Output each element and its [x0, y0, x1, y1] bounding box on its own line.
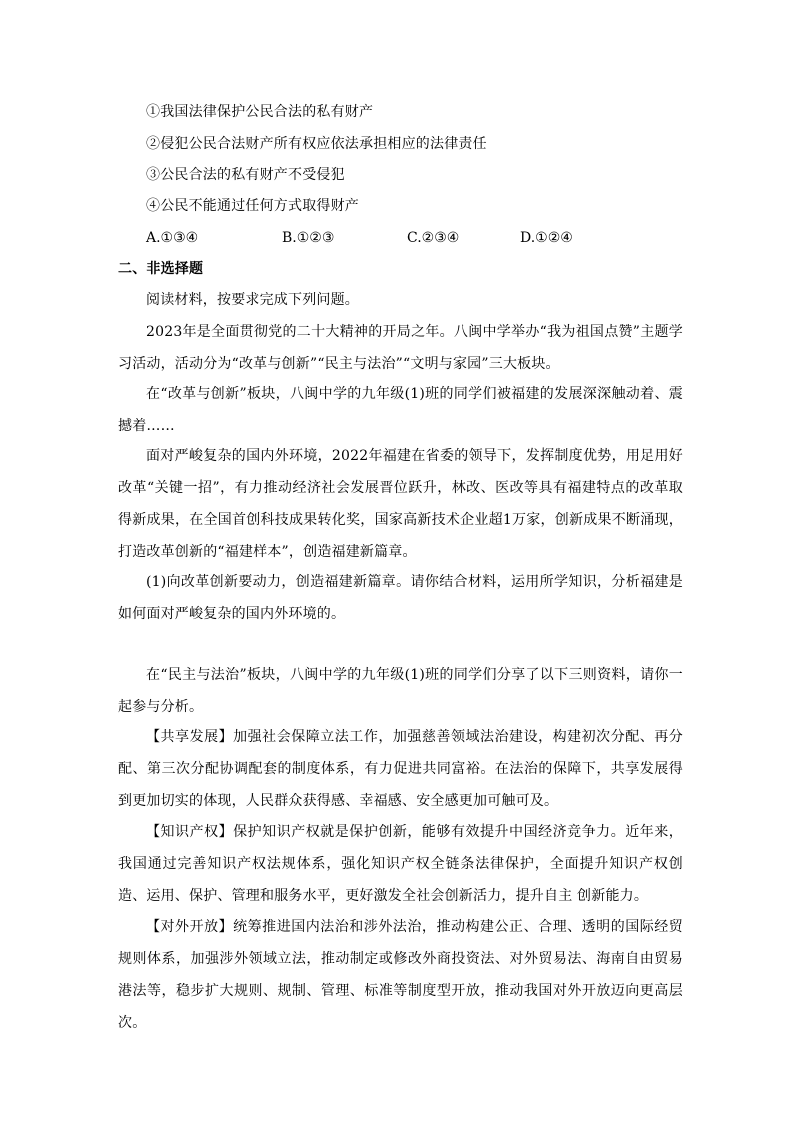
section-title: 二、非选择题 — [118, 261, 204, 277]
block2-intro: 在“民主与法治”板块，八闽中学的九年级(1)班的同学们分享了以下三则资料，请你一起参与分析。 — [118, 667, 683, 715]
material-intellectual-property: 【知识产权】保护知识产权就是保护创新，能够有效提升中国经济竞争力。近年来，我国通过完善知识产权法规体系，强化知识产权全链条法律保护，全面提升知识产权创造、运用、保护、管理和服务水平，更好激发全社会创新活力，提升自主 创新能力。 — [118, 824, 683, 904]
block1-intro: 在“改革与创新”板块，八闽中学的九年级(1)班的同学们被福建的发展深深触动着、震撼着…… — [118, 386, 683, 434]
block1-material: 面对严峻复杂的国内外环境，2022年福建在省委的领导下，发挥制度优势，用足用好改革“关键一招”，有力推动经济社会发展晋位跃升，林改、医改等具有福建特点的改革取得新成果，在全国首创科技成果转化奖，国家高新技术企业超1万家，创新成果不断涌现，打造改革创新的“福建样本”，创造福建新篇章。 — [118, 448, 683, 560]
option-b: B.①②③ — [282, 230, 335, 246]
option-a: A.①③④ — [146, 230, 199, 246]
intro-paragraph: 2023年是全面贯彻党的二十大精神的开局之年。八闽中学举办“我为祖国点赞”主题学习活动，活动分为“改革与创新”“民主与法治”“文明与家园”三大板块。 — [118, 324, 683, 372]
material-opening-up: 【对外开放】统筹推进国内法治和涉外法治，推动构建公正、合理、透明的国际经贸规则体系，加强涉外领域立法，推动制定或修改外商投资法、对外贸易法、海南自由贸易港法等，稳步扩大规则、规制、管理、标准等制度型开放，推动我国对外开放迈向更高层次。 — [118, 919, 683, 1031]
statement-2: ②侵犯公民合法财产所有权应依法承担相应的法律责任 — [146, 136, 487, 152]
statement-3: ③公民合法的私有财产不受侵犯 — [146, 167, 345, 183]
option-c: C.②③④ — [407, 230, 460, 246]
statement-1: ①我国法律保护公民合法的私有财产 — [146, 104, 374, 120]
question-1: (1)向改革创新要动力，创造福建新篇章。请你结合材料，运用所学知识，分析福建是如何面对严峻复杂的国内外环境的。 — [118, 574, 683, 622]
statement-4: ④公民不能通过任何方式取得财产 — [146, 198, 359, 214]
material-shared-development: 【共享发展】加强社会保障立法工作，加强慈善领域法治建设，构建初次分配、再分配、第三次分配协调配套的制度体系，有力促进共同富裕。在法治的保障下，共享发展得到更加切实的体现，人民群众获得感、幸福感、安全感更加可触可及。 — [118, 729, 683, 809]
instruction: 阅读材料，按要求完成下列问题。 — [146, 292, 359, 308]
option-d: D.①②④ — [520, 230, 573, 246]
